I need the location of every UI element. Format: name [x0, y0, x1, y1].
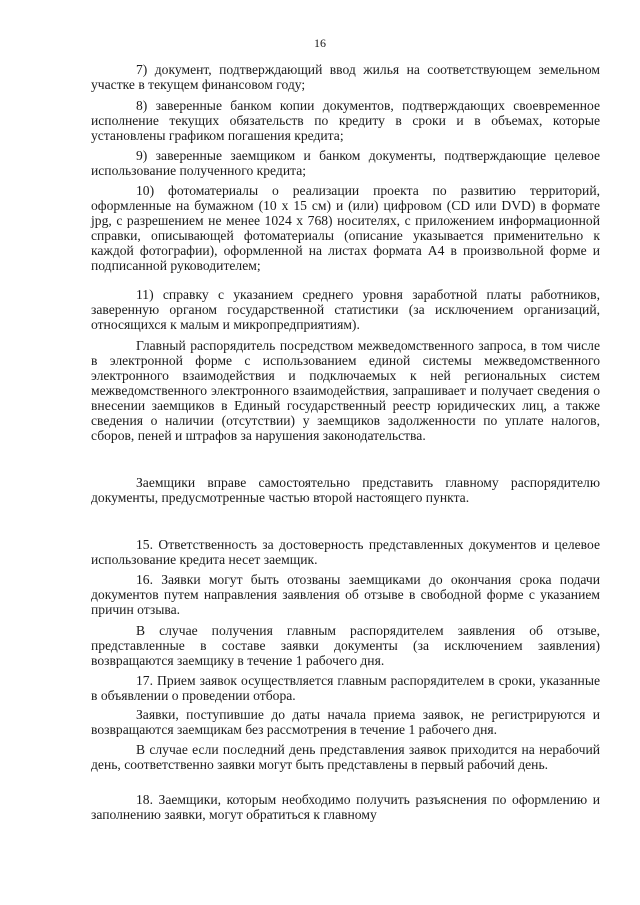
- paragraph-borrowers-right: Заемщики вправе самостоятельно представить главному распорядителю документы, предусмотренные частью второй настоящего пункта.: [91, 475, 600, 505]
- paragraph-clause-15: 15. Ответственность за достоверность представленных документов и целевое использование кредита несет заемщик.: [91, 537, 600, 567]
- paragraph-clause-17: 17. Прием заявок осуществляется главным распорядителем в сроки, указанные в объявлении о проведении отбора.: [91, 673, 600, 703]
- paragraph-early-applications: Заявки, поступившие до даты начала приема заявок, не регистрируются и возвращаются заемщикам без рассмотрения в течение 1 рабочего дня.: [91, 707, 600, 737]
- paragraph-withdrawal-return: В случае получения главным распорядителем заявления об отзыве, представленные в составе заявки документы (за исключением заявления) возвращаются заемщику в течение 1 рабочего дня.: [91, 623, 600, 668]
- paragraph-item-9: 9) заверенные заемщиком и банком документы, подтверждающие целевое использование полученного кредита;: [91, 148, 600, 178]
- paragraph-item-10: 10) фотоматериалы о реализации проекта по развитию территорий, оформленные на бумажном (10 х 15 см) и (или) цифровом (CD или DVD) в формате jpg, с разрешением не менее 1024 х 768) носителях, с приложением информационной справки, описывающей фотоматериалы (описание указывается применительно к каждой фотографии), оформленной на листах формата А4 в произвольной форме и подписанной руководителем;: [91, 183, 600, 273]
- paragraph-item-11: 11) справку с указанием среднего уровня заработной платы работников, заверенную органом государственной статистики (за исключением организаций, относящихся к малым и микропредприятиям).: [91, 287, 600, 332]
- paragraph-item-7: 7) документ, подтверждающий ввод жилья на соответствующем земельном участке в текущем финансовом году;: [91, 62, 600, 92]
- page-number: 16: [314, 36, 326, 50]
- paragraph-clause-18: 18. Заемщики, которым необходимо получить разъяснения по оформлению и заполнению заявки, могут обратиться к главному: [91, 792, 600, 822]
- paragraph-main-distributor-request: Главный распорядитель посредством межведомственного запроса, в том числе в электронной форме с использованием единой системы межведомственного электронного взаимодействия и подключаемых к ней региональных систем межведомственного электронного взаимодействия, запрашивает и получает сведения о внесении заемщиков в Единый государственный реестр юридических лиц, а также сведения о наличии (отсутствии) у заемщиков задолженности по уплате налогов, сборов, пеней и штрафов за нарушения законодательства.: [91, 338, 600, 443]
- paragraph-last-day: В случае если последний день представления заявок приходится на нерабочий день, соответственно заявки могут быть представлены в первый рабочий день.: [91, 742, 600, 772]
- paragraph-clause-16: 16. Заявки могут быть отозваны заемщиками до окончания срока подачи документов путем направления заявления об отзыве в свободной форме с указанием причин отзыва.: [91, 572, 600, 617]
- paragraph-item-8: 8) заверенные банком копии документов, подтверждающих своевременное исполнение текущих обязательств по кредиту в сроки и в объемах, которые установлены графиком погашения кредита;: [91, 98, 600, 143]
